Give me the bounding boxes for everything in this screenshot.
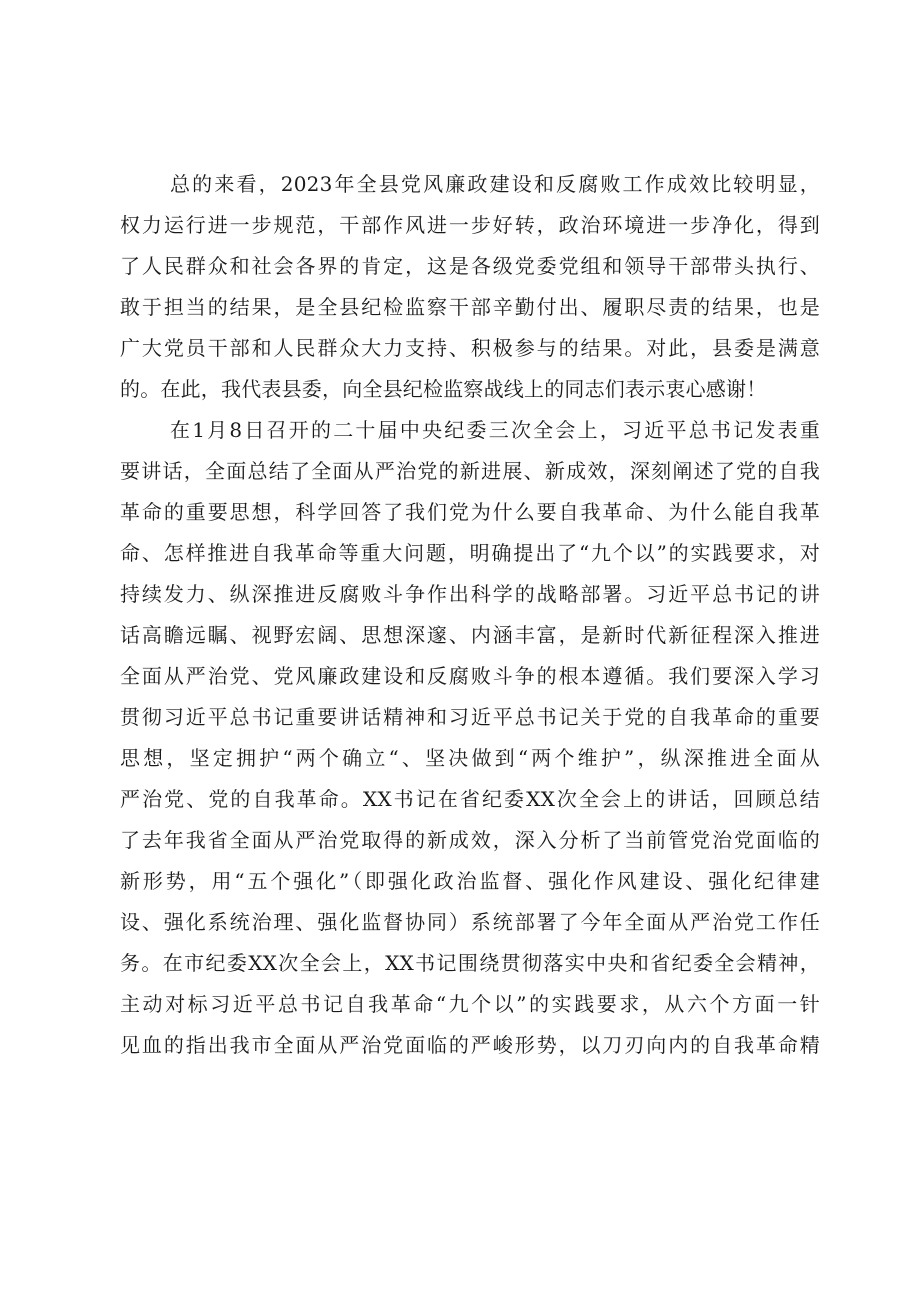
paragraph-2-line-16: 见血的指出我市全面从严治党面临的严峻形势，以刀刃向内的自我革命精 bbox=[120, 1033, 820, 1057]
paragraph-1-line-4: 敢于担当的结果，是全县纪检监察干部辛勤付出、履职尽责的结果，也是 bbox=[120, 295, 820, 319]
paragraph-1-line-3: 了人民群众和社会各界的肯定，这是各级党委党组和领导干部带头执行、 bbox=[120, 254, 820, 278]
paragraph-2-line-4: 命、怎样推进自我革命等重大问题，明确提出了“九个以”的实践要求，对 bbox=[120, 541, 820, 565]
paragraph-2-line-12: 新形势，用“五个强化”（即强化政治监督、强化作风建设、强化纪律建 bbox=[120, 869, 820, 893]
paragraph-2-line-2: 要讲话，全面总结了全面从严治党的新进展、新成效，深刻阐述了党的自我 bbox=[120, 459, 820, 483]
paragraph-1-line-2: 权力运行进一步规范，干部作风进一步好转，政治环境进一步净化，得到 bbox=[120, 213, 820, 237]
paragraph-2-line-11: 了去年我省全面从严治党取得的新成效，深入分析了当前管党治党面临的 bbox=[120, 828, 820, 852]
paragraph-2-line-13: 设、强化系统治理、强化监督协同）系统部署了今年全面从严治党工作任 bbox=[120, 910, 820, 934]
paragraph-2-line-14: 务。在市纪委XX次全会上，XX书记围绕贯彻落实中央和省纪委全会精神， bbox=[120, 951, 820, 975]
paragraph-2-line-6: 话高瞻远瞩、视野宏阔、思想深邃、内涵丰富，是新时代新征程深入推进 bbox=[120, 623, 820, 647]
paragraph-2-line-5: 持续发力、纵深推进反腐败斗争作出科学的战略部署。习近平总书记的讲 bbox=[120, 582, 820, 606]
paragraph-1-line-1: 总的来看，2023年全县党风廉政建设和反腐败工作成效比较明显， bbox=[170, 172, 820, 196]
paragraph-1-line-5: 广大党员干部和人民群众大力支持、积极参与的结果。对此，县委是满意 bbox=[120, 336, 820, 360]
paragraph-2-line-8: 贯彻习近平总书记重要讲话精神和习近平总书记关于党的自我革命的重要 bbox=[120, 705, 820, 729]
paragraph-2-line-7: 全面从严治党、党风廉政建设和反腐败斗争的根本遵循。我们要深入学习 bbox=[120, 664, 820, 688]
paragraph-2-line-15: 主动对标习近平总书记自我革命“九个以”的实践要求，从六个方面一针 bbox=[120, 992, 820, 1016]
paragraph-2-line-9: 思想，坚定拥护“两个确立“、坚决做到“两个维护”，纵深推进全面从 bbox=[120, 746, 820, 770]
paragraph-2-line-10: 严治党、党的自我革命。XX书记在省纪委XX次全会上的讲话，回顾总结 bbox=[120, 787, 820, 811]
paragraph-2-line-3: 革命的重要思想，科学回答了我们党为什么要自我革命、为什么能自我革 bbox=[120, 500, 820, 524]
paragraph-1-line-6: 的。在此，我代表县委，向全县纪检监察战线上的同志们表示衷心感谢！ bbox=[120, 377, 767, 401]
paragraph-2-line-1: 在1月8日召开的二十届中央纪委三次全会上，习近平总书记发表重 bbox=[170, 418, 820, 442]
